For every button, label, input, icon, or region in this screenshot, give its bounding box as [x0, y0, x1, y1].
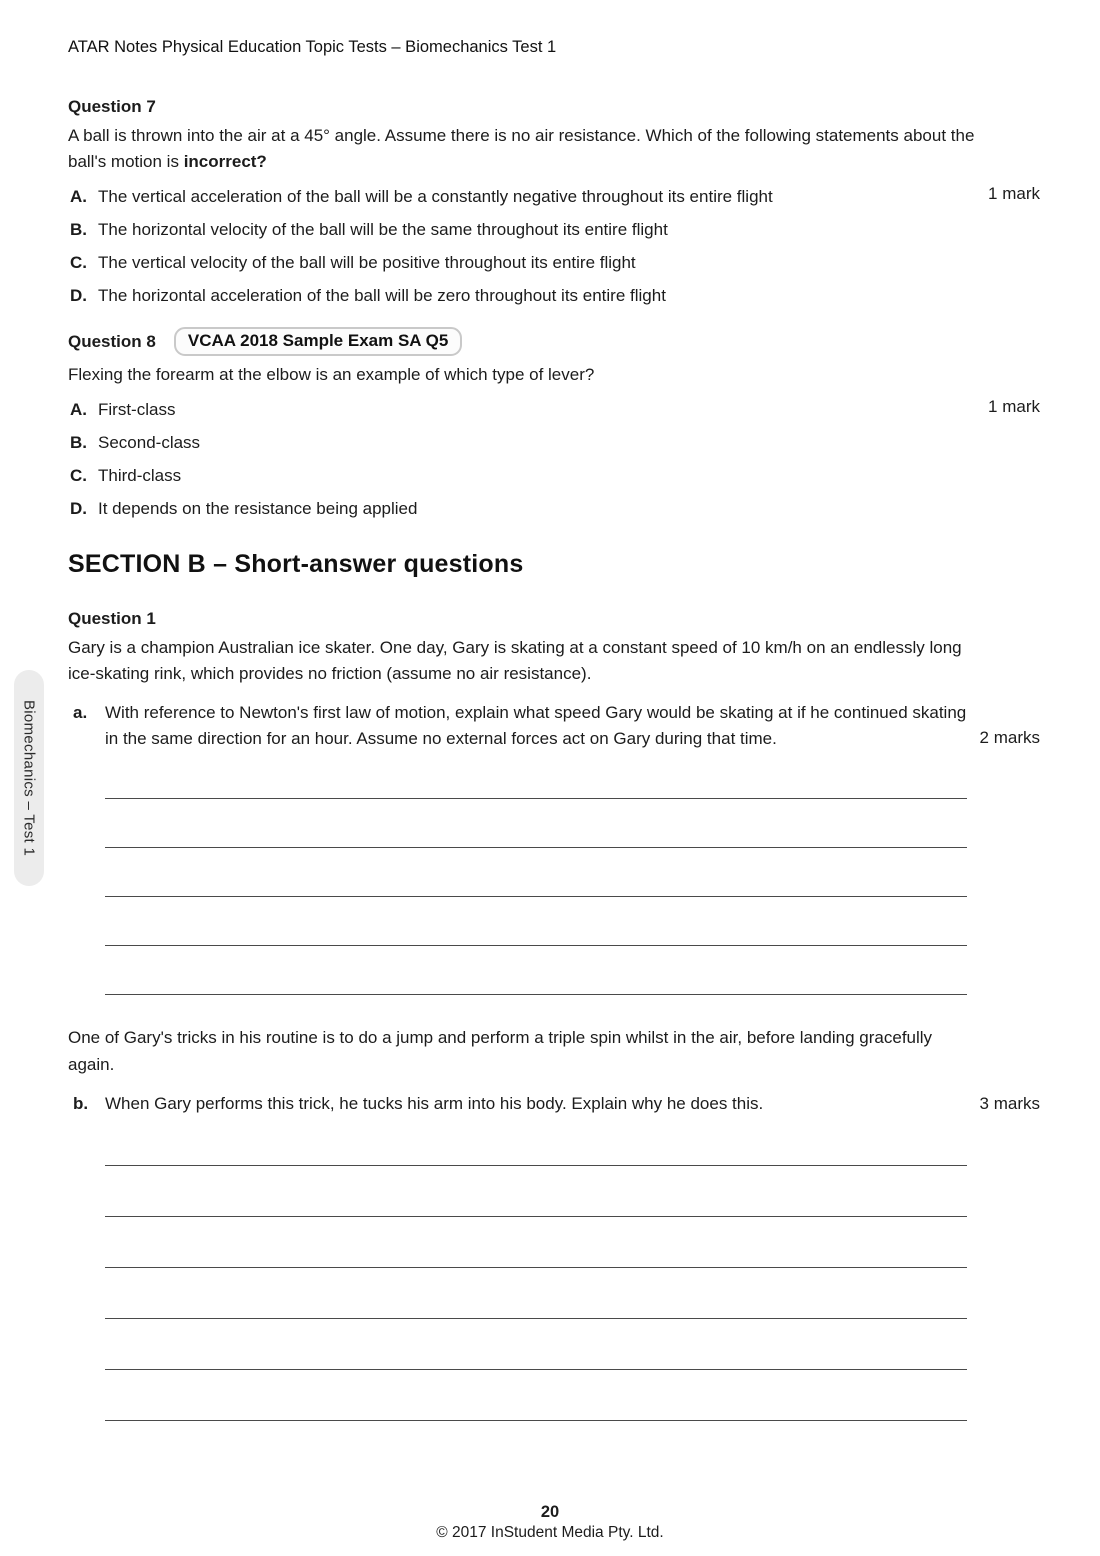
question-8-options [68, 397, 1040, 522]
part-b-marks-label: 3 marks [979, 1094, 1040, 1113]
answer-line [105, 752, 967, 799]
page-footer [0, 1503, 1100, 1542]
part-a-letter: a. [73, 703, 88, 722]
question-8-title-row [68, 327, 1040, 356]
question-7-marks-label: 1 mark [988, 184, 1040, 203]
question-7-body [68, 123, 976, 175]
part-b-letter: b. [73, 1094, 89, 1113]
option-text: The horizontal acceleration of the ball will be zero throughout its entire flight [98, 286, 666, 305]
answer-line [105, 946, 967, 995]
question-1-part-b [68, 1091, 1040, 1117]
part-b-answer-lines [105, 1117, 967, 1421]
question-7-body-bold: incorrect? [183, 152, 267, 171]
option-text: The vertical velocity of the ball will be positive throughout its entire flight [98, 253, 636, 272]
option-row [68, 496, 1040, 522]
question-1-interlude: One of Gary's tricks in his routine is to do a jump and perform a triple spin whilst in the air, before landing gracefully again. [68, 1028, 933, 1074]
option-text: Third-class [98, 466, 182, 485]
option-letter: C. [70, 253, 87, 272]
side-tab [14, 670, 44, 886]
question-1-intro: Gary is a champion Australian ice skater. One day, Gary is skating at a constant speed of 10 km/h on an endlessly long ice-skating rink, which provides no friction (assume no air resistance). [68, 638, 962, 683]
copyright-text: © 2017 InStudent Media Pty. Ltd. [436, 1524, 664, 1541]
option-letter: D. [70, 286, 87, 305]
option-letter: D. [70, 499, 87, 518]
option-text: Second-class [98, 433, 201, 452]
option-text: First-class [98, 400, 176, 419]
answer-line [105, 1370, 967, 1421]
option-row [68, 250, 1040, 276]
option-row [68, 217, 1040, 243]
option-letter: A. [70, 187, 87, 206]
question-8-title: Question 8 [68, 331, 156, 351]
option-text: The horizontal velocity of the ball will be the same throughout its entire flight [98, 220, 668, 239]
question-7-title: Question 7 [68, 97, 156, 116]
side-tab-label: Biomechanics – Test 1 [20, 699, 38, 857]
answer-line [105, 848, 967, 897]
option-letter: B. [70, 433, 87, 452]
answer-line [105, 1166, 967, 1217]
answer-line [105, 1268, 967, 1319]
question-8-marks-label: 1 mark [988, 397, 1040, 416]
option-row [68, 430, 1040, 456]
option-row [68, 283, 1040, 309]
option-row [68, 463, 1040, 489]
question-1-title: Question 1 [68, 609, 156, 628]
part-a-text: With reference to Newton's first law of motion, explain what speed Gary would be skating at if he continued skating in the same direction for an hour. Assume no external forces act on Gary during that time. [105, 703, 967, 748]
answer-line [105, 1217, 967, 1268]
option-letter: B. [70, 220, 87, 239]
part-a-marks-label: 2 marks [979, 728, 1040, 747]
option-text: The vertical acceleration of the ball will be a constantly negative throughout its entire flight [98, 187, 773, 206]
exam-source-badge: VCAA 2018 Sample Exam SA Q5 [174, 327, 462, 356]
question-7-options [68, 184, 1040, 309]
section-b-heading: SECTION B – Short-answer questions [68, 550, 524, 578]
option-row [68, 184, 1040, 210]
question-1-part-a [68, 700, 1040, 752]
document-header: ATAR Notes Physical Education Topic Tests – Biomechanics Test 1 [68, 38, 557, 56]
option-row [68, 397, 1040, 423]
answer-line [105, 799, 967, 848]
question-7-body-text: A ball is thrown into the air at a 45° angle. Assume there is no air resistance. Which of the following statements about the ball's motion is [68, 126, 975, 171]
part-a-answer-lines [105, 752, 967, 995]
question-8 [68, 327, 1040, 522]
option-letter: A. [70, 400, 87, 419]
part-b-text: When Gary performs this trick, he tucks his arm into his body. Explain why he does this. [105, 1094, 764, 1113]
section-b-question-1 [68, 609, 1040, 1421]
answer-line [105, 1319, 967, 1370]
option-letter: C. [70, 466, 87, 485]
question-8-body: Flexing the forearm at the elbow is an example of which type of lever? [68, 365, 595, 384]
option-text: It depends on the resistance being applied [98, 499, 418, 518]
page-number: 20 [540, 1503, 560, 1521]
answer-line [105, 1117, 967, 1166]
question-7 [68, 97, 1040, 309]
page-content [68, 38, 1040, 1421]
answer-line [105, 897, 967, 946]
